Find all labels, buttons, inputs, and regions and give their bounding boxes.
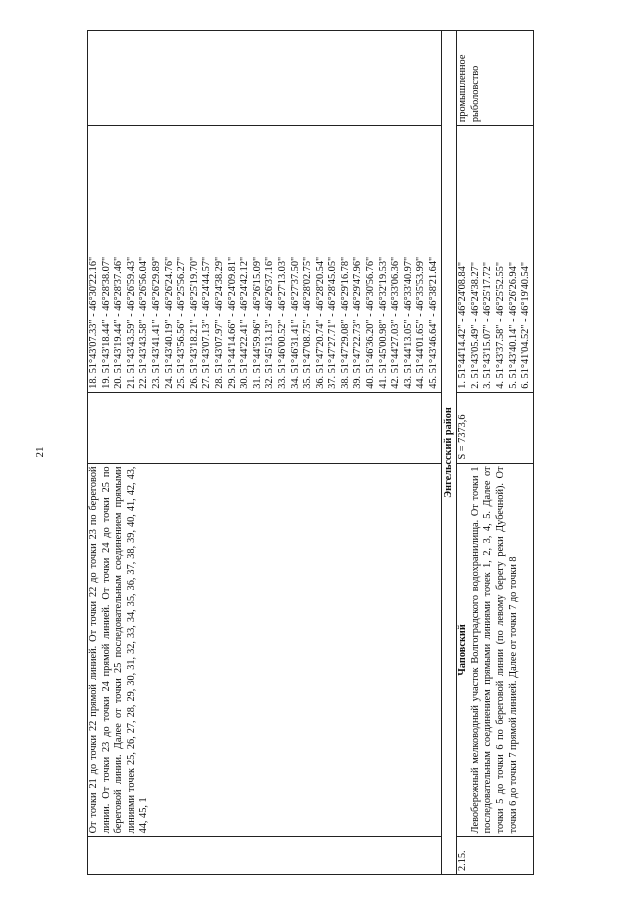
coordinates-list <box>88 129 441 389</box>
coordinate-line: 33. 51°46'00.52" - 46°27'13.03" <box>276 256 288 389</box>
coordinate-line: 23. 51°43'41.41" - 46°26'29.89" <box>150 256 162 389</box>
coordinate-line: 3. 51°43'15.07" - 46°25'17.72" <box>482 261 494 389</box>
coordinate-line: 21. 51°43'43.59" - 46°26'59.43" <box>125 256 137 389</box>
coordinate-line: 35. 51°47'08.75" - 46°28'02.75" <box>302 256 314 389</box>
coordinate-line: 34. 51°46'31.41" - 46°27'37.50" <box>289 256 301 389</box>
table-row-chapovsky <box>457 31 534 875</box>
purpose-cell <box>88 31 442 126</box>
coordinates-cell <box>457 126 534 393</box>
coordinate-line: 31. 51°44'59.96" - 46°26'15.09" <box>251 256 263 389</box>
coordinate-line: 29. 51°44'14.66" - 46°24'09.81" <box>226 256 238 389</box>
boundary-description-cell <box>457 463 534 837</box>
table-row-continued <box>88 31 442 875</box>
coordinates-list <box>457 129 533 389</box>
fishing-areas-table <box>87 30 534 875</box>
boundary-description-cell <box>88 463 442 837</box>
coordinate-line: 27. 51°43'07.13" - 46°24'44.57" <box>201 256 213 389</box>
boundary-description: От точки 21 до точки 22 прямой линией. От точки 22 до точки 23 по береговой линии. От точки 23 до точки 24 прямой линией. От точки 24 до точки 25 по береговой линии. Далее от точки 25 последовательным соединением прямыми линиями точек 25, 26, 27, 28, 29, 30, 31, 32, 33, 34, 35, 36, 37, 38, 39, 40, 41, 42, 43, 44, 45, 1 <box>88 466 150 834</box>
coordinate-line: 40. 51°46'36.20" - 46°30'56.76" <box>365 256 377 389</box>
coordinate-line: 24. 51°43'40.19" - 46°26'24.76" <box>163 256 175 389</box>
coordinate-line: 4. 51°43'37.58" - 46°25'52.55" <box>495 261 506 389</box>
area-cell <box>88 392 442 463</box>
district-row <box>441 31 457 875</box>
row-number-cell: 2.15. <box>457 837 534 875</box>
boundary-description: Левобережный мелководный участок Волгоградского водохранилища. От точки 1 последовательным соединением прямыми линиями точек 1, 2, 3, 4, 5. Далее от точки 5 до точки 6 по береговой линии (по левому берегу реки Дубечной). От точки 6 до точки 7 прямой линией. Далее от точки 7 до точки 8 <box>469 466 519 834</box>
purpose-cell: промышленное рыболовство <box>457 31 534 126</box>
coordinate-line: 6. 51°41'04.52" - 46°19'40.54" <box>520 261 532 389</box>
coordinate-line: 25. 51°43'56.56" - 46°25'56.27" <box>176 256 188 389</box>
coordinate-line: 44. 51°44'01.65" - 46°35'53.99" <box>415 256 427 389</box>
coordinate-line: 5. 51°43'40.14" - 46°26'26.94" <box>507 261 519 389</box>
coordinate-line: 22. 51°43'43.58" - 46°26'56.04" <box>138 256 150 389</box>
area-cell: S = 7373,6 <box>457 392 534 463</box>
coordinates-cell <box>88 126 442 393</box>
coordinate-line: 37. 51°47'27.71" - 46°28'45.05" <box>327 256 339 389</box>
coordinate-line: 43. 51°44'13.05" - 46°33'40.97" <box>402 256 414 389</box>
coordinate-line: 42. 51°44'27.03" - 46°33'06.36" <box>390 256 402 389</box>
page-number: 21 <box>34 446 46 458</box>
coordinate-line: 45. 51°43'46.64" - 46°38'21.64" <box>428 256 440 389</box>
area-title: Чаповский <box>457 624 469 676</box>
coordinate-line: 28. 51°43'07.97" - 46°24'38.29" <box>213 256 225 389</box>
coordinate-line: 38. 51°47'29.08" - 46°29'16.78" <box>339 256 351 389</box>
rotated-table-page <box>87 30 539 875</box>
coordinate-line: 20. 51°43'19.44" - 46°28'37.46" <box>113 256 125 389</box>
coordinate-line: 36. 51°47'20.74" - 46°28'20.54" <box>314 256 326 389</box>
coordinate-line: 41. 51°45'00.98" - 46°32'19.53" <box>377 256 389 389</box>
coordinate-line: 39. 51°47'22.73" - 46°29'47.96" <box>352 256 364 389</box>
coordinate-line: 1. 51°44'14.42" - 46°24'08.84" <box>457 261 469 389</box>
coordinate-line: 26. 51°43'18.21" - 46°25'19.70" <box>188 256 200 389</box>
row-number-cell <box>88 837 442 875</box>
coordinate-line: 32. 51°45'13.13" - 46°26'37.16" <box>264 256 276 389</box>
coordinate-line: 2. 51°43'05.49" - 46°24'38.27" <box>469 261 481 389</box>
district-heading: Энгельсский район <box>441 31 457 875</box>
coordinate-line: 30. 51°44'22.41" - 46°24'42.12" <box>239 256 251 389</box>
coordinate-line: 19. 51°43'18.44" - 46°28'38.07" <box>100 256 112 389</box>
coordinate-line: 18. 51°43'07.33" - 46°30'22.16" <box>88 256 99 389</box>
